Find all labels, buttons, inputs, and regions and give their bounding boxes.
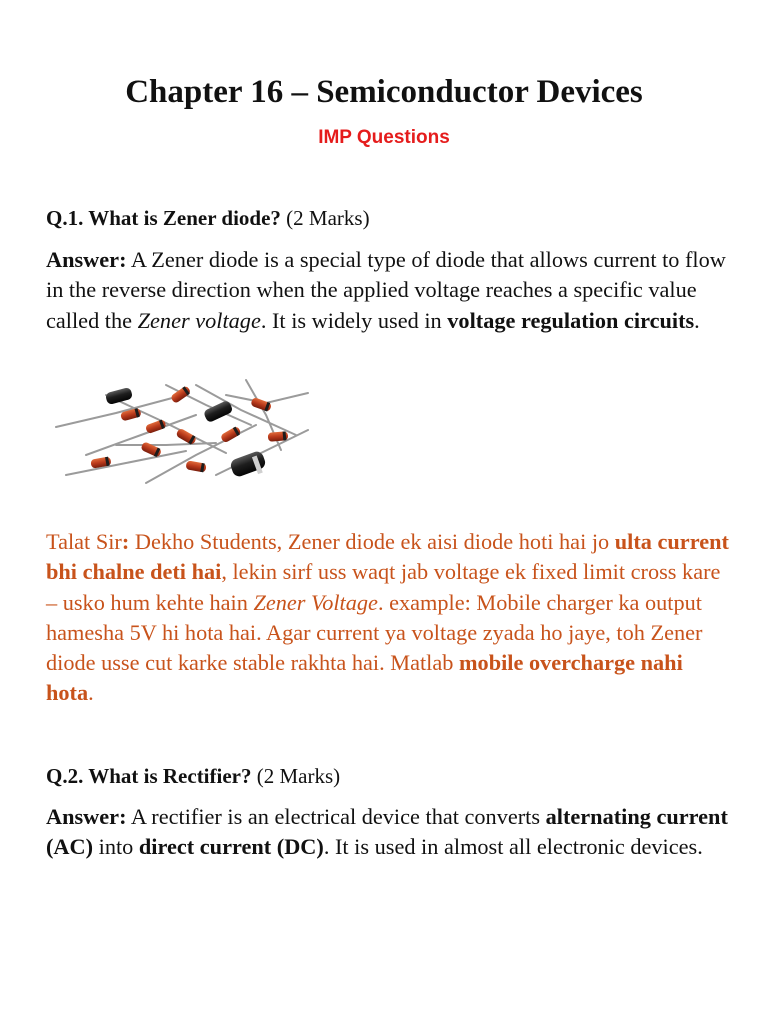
note-text: . xyxy=(88,680,94,706)
answer-text: into xyxy=(93,834,139,860)
question-1-heading xyxy=(46,203,736,233)
question-1-marks: (2 Marks) xyxy=(286,206,370,230)
page-title: Chapter 16 – Semiconductor Devices xyxy=(125,74,643,110)
answer-text: . xyxy=(694,307,700,333)
note-text: Dekho Students, Zener diode ek aisi diode hoti hai jo xyxy=(129,529,615,554)
answer-text: A rectifier is an electrical device that converts xyxy=(126,804,546,829)
question-2-heading xyxy=(46,761,736,791)
answer-text: . It is widely used in xyxy=(260,307,448,333)
answer-emphasis: Zener voltage xyxy=(137,307,261,333)
zener-diodes-image xyxy=(46,375,314,490)
note-emphasis: Zener Voltage xyxy=(253,589,378,615)
page-subtitle: IMP Questions xyxy=(318,127,450,148)
note-text: , lekin sirf uss waqt jab voltage ek fixed limit cross kare – usko hum kehte hain xyxy=(46,559,721,615)
answer-bold: alternating current (AC) xyxy=(46,804,728,860)
question-2-text: Q.2. What is Rectifier? xyxy=(46,764,252,788)
teacher-note xyxy=(46,527,736,709)
answer-bold: direct current (DC) xyxy=(138,834,324,860)
teacher-colon: : xyxy=(121,529,130,554)
note-bold: mobile overcharge nahi hota xyxy=(46,650,683,706)
answer-label: Answer: xyxy=(46,804,127,829)
question-1-text: Q.1. What is Zener diode? xyxy=(46,206,281,230)
answer-text: A Zener diode is a special type of diode that allows current to flow in the reverse direction when the applied voltage reaches a specific value called the xyxy=(46,247,726,333)
question-1-answer xyxy=(46,245,736,336)
answer-label: Answer: xyxy=(46,247,127,272)
teacher-name: Talat Sir xyxy=(46,529,122,554)
answer-bold: voltage regulation circuits xyxy=(447,307,695,333)
note-text: . example: Mobile charger ka output hamesha 5V hi hota hai. Agar current ya voltage zyada ho jaye, toh Zener diode usse cut karke stable rakhta hai. Matlab xyxy=(46,589,703,676)
question-2-answer xyxy=(46,802,736,863)
note-bold: ulta current bhi chalne deti hai xyxy=(46,529,729,585)
answer-text: . It is used in almost all electronic devices. xyxy=(323,834,703,860)
question-2-marks: (2 Marks) xyxy=(256,764,341,788)
